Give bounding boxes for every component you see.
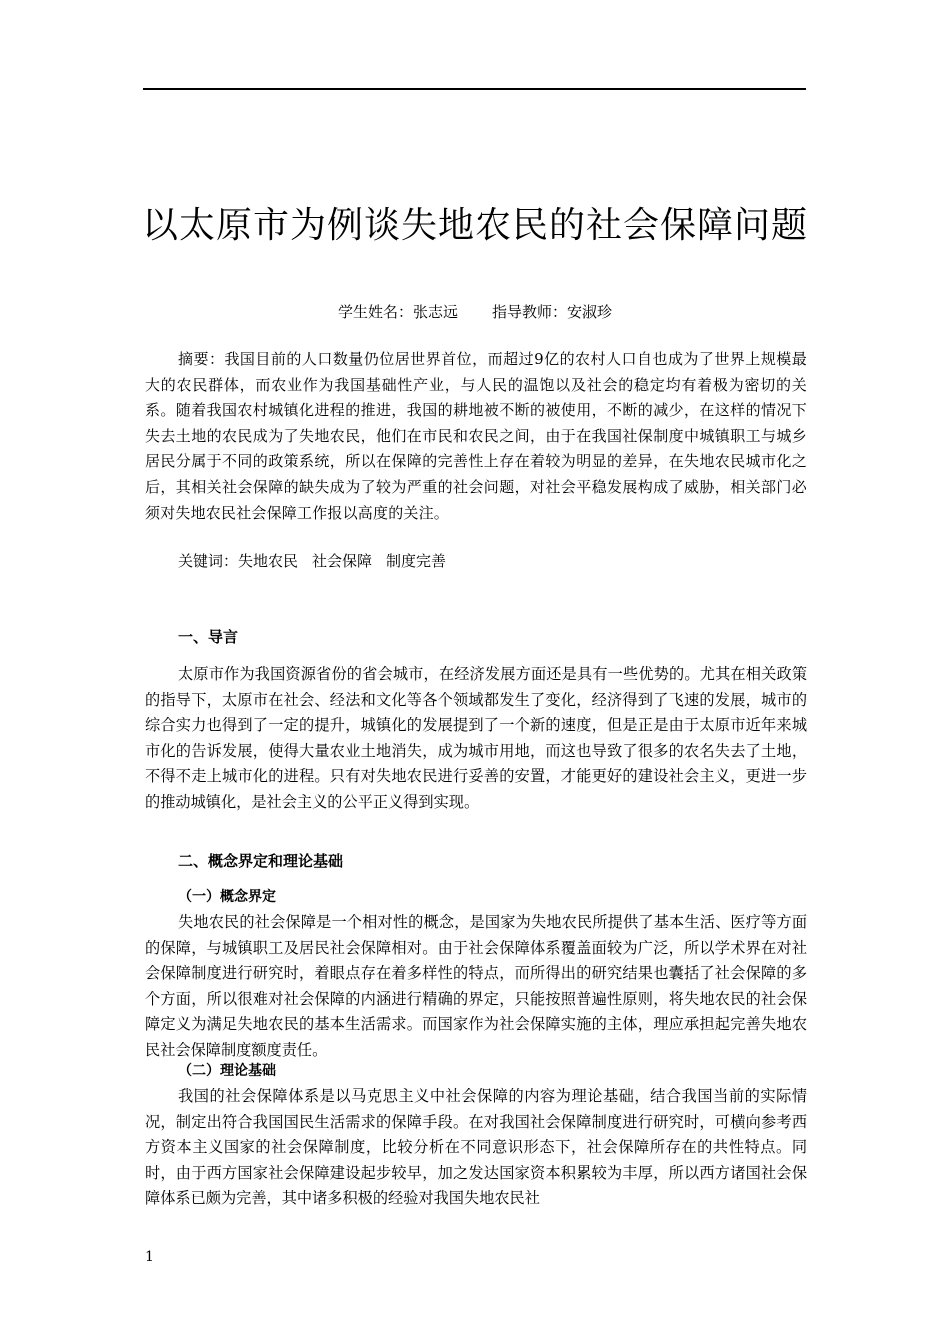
student-name: 学生姓名：张志远 — [337, 303, 458, 321]
page-number: 1 — [145, 1249, 154, 1265]
subsection-heading-definition: （一）概念界定 — [178, 889, 276, 905]
section-intro-text: 太原市作为我国资源省份的省会城市，在经济发展方面还是具有一些优势的。尤其在相关政策的指导下，太原市在社会、经法和文化等各个领域都发生了变化，经济得到了飞速的发展，城市的综合实力也得到了一定的提升，城镇化的发展提到了一个新的速度，但是正是由于太原市近年来城市化的告诉发展，使得大量农业土地消失，成为城市用地，而这也导致了很多的农名失去了土地，不得不走上城市化的进程。只有对失地农民进行妥善的安置，才能更好的建设社会主义，更进一步的推动城镇化，是社会主义的公平正义得到实现。 — [145, 665, 807, 811]
keyword: 社会保障 — [312, 552, 373, 570]
keyword: 失地农民 — [238, 552, 299, 570]
abstract-text: 我国目前的人口数量仍位居世界首位，而超过9亿的农村人口自也成为了世界上规模最大的农民群体，而农业作为我国基础性产业，与人民的温饱以及社会的稳定均有着极为密切的关系。随着我国农村城镇化进程的推进，我国的耕地被不断的被使用，不断的减少，在这样的情况下失去土地的农民成为了失地农民，他们在市民和农民之间，由于在我国社保制度中城镇职工与城乡居民分属于不同的政策系统，所以在保障的完善性上存在着较为明显的差异，在失地农民城市化之后，其相关社会保障的缺失成为了较为严重的社会问题，对社会平稳发展构成了威胁，相关部门必须对失地农民社会保障工作报以高度的关注。 — [145, 350, 807, 522]
keywords — [178, 549, 818, 573]
subsection-heading-theory: （二）理论基础 — [178, 1063, 276, 1079]
advisor-name: 指导教师：安淑珍 — [492, 303, 613, 321]
document-title: 以太原市为例谈失地农民的社会保障问题 — [141, 205, 808, 246]
subsection-definition-text: 失地农民的社会保障是一个相对性的概念，是国家为失地农民所提供了基本生活、医疗等方面的保障，与城镇职工及居民社会保障相对。由于社会保障体系覆盖面较为广泛，所以学术界在对社会保障制度进行研究时，着眼点存在着多样性的特点，而所得出的研究结果也囊括了社会保障的多个方面，所以很难对社会保障的内涵进行精确的界定，只能按照普遍性原则，将失地农民的社会保障定义为满足失地农民的基本生活需求。而国家作为社会保障实施的主体，理应承担起完善失地农民社会保障制度额度责任。 — [145, 913, 807, 1059]
author-line — [100, 300, 850, 324]
abstract — [145, 347, 807, 526]
abstract-label: 摘要： — [178, 350, 225, 368]
section-heading-intro: 一、导言 — [178, 628, 239, 646]
keywords-label: 关键词： — [178, 552, 239, 570]
section-heading-concepts: 二、概念界定和理论基础 — [178, 852, 344, 870]
keyword: 制度完善 — [386, 552, 447, 570]
header-rule — [143, 88, 806, 90]
subsection-theory-text: 我国的社会保障体系是以马克思主义中社会保障的内容为理论基础，结合我国当前的实际情况，制定出符合我国国民生活需求的保障手段。在对我国社会保障制度进行研究时，可横向参考西方资本主义国家的社会保障制度，比较分析在不同意识形态下，社会保障所存在的共性特点。同时，由于西方国家社会保障建设起步较早，加之发达国家资本积累较为丰厚，所以西方诸国社会保障体系已颇为完善，其中诸多积极的经验对我国失地农民社 — [145, 1087, 807, 1207]
